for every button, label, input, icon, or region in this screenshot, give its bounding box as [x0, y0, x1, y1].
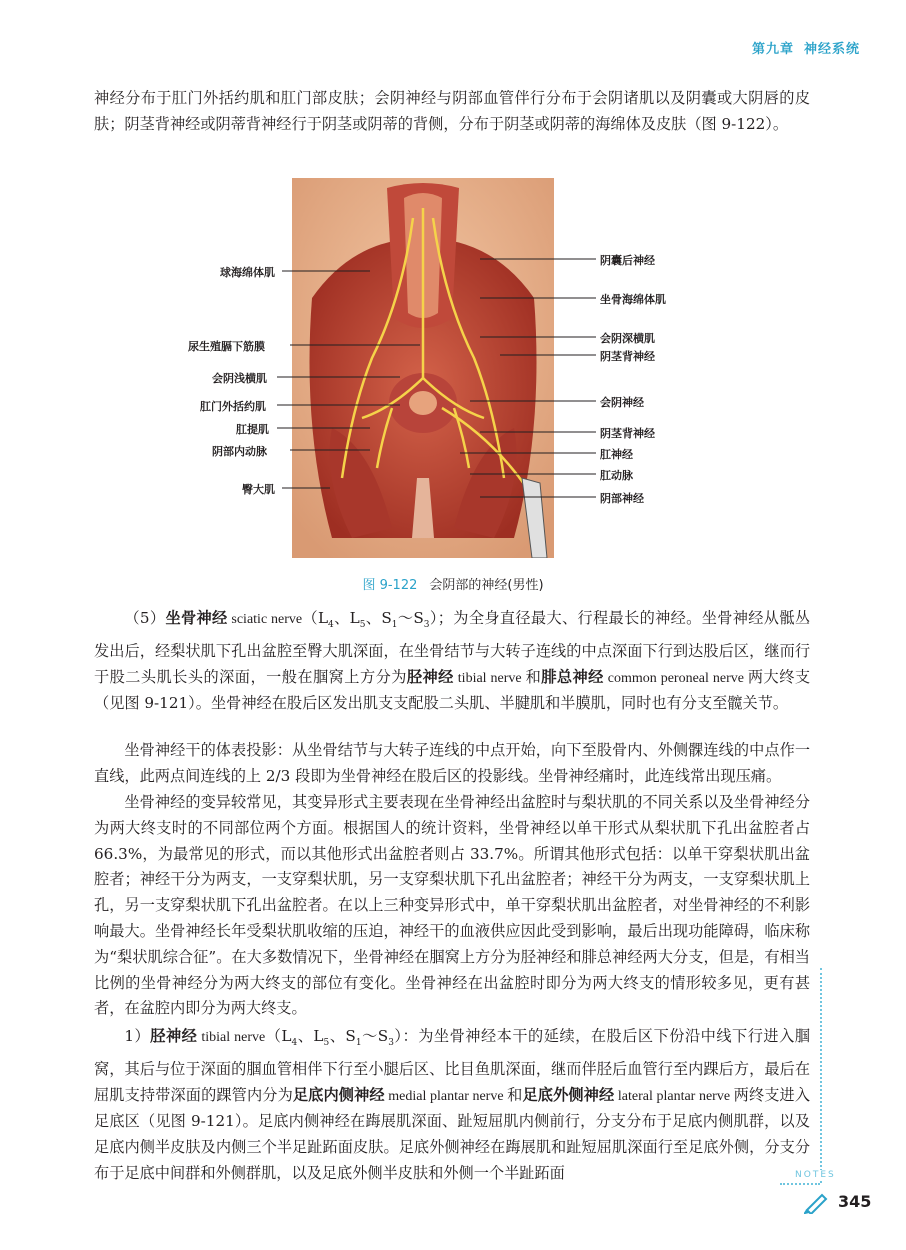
term-sciatic: 坐骨神经 [165, 609, 228, 627]
chapter-number: 第九章 [751, 42, 794, 57]
en-tibial: tibial nerve [453, 670, 526, 686]
label-pudendal-nerve: 阴部神经 [600, 492, 644, 505]
label-dorsal-penile-nerve-lower: 阴茎背神经 [600, 427, 655, 440]
item-number: （5） [124, 609, 166, 627]
term-medial-plantar: 足底内侧神经 [292, 1085, 385, 1104]
label-deep-transverse-perineal: 会阴深横肌 [600, 332, 655, 345]
label-perineal-nerve: 会阴神经 [600, 396, 644, 409]
chapter-title: 神经系统 [803, 42, 860, 57]
leader-lines [0, 0, 906, 600]
term-tibial-nerve: 胫神经 [150, 1027, 198, 1045]
label-superficial-transverse-perineal: 会阴浅横肌 [212, 372, 267, 385]
notes-margin-line [820, 968, 822, 1183]
text-tibial-2: 两终支进入足底区（见图 9-121）。足底内侧神经在踇展肌深面、趾短屈肌内侧前行，分支分布于足底内侧肌群，以及足底内侧半皮肤及内侧三个半足趾跖面皮肤。足底外侧神经在踇展肌和趾短屈肌深面行至足底外侧，分支分布于足底中间群和外侧群肌，以及足底外侧半皮肤和外侧一个半趾跖面 [94, 1085, 811, 1183]
tibial-nerve-paragraph: 1）胫神经 tibial $nerve(L_4$、$L_5$、$S_1\sim S_3$）：为坐骨神经本干的延续，在股后区下份沿中线下行进入腘窝，其后与位于深面的腘血管相伴下行至小腿后区、比目鱼肌深面，继而伴胫后血管行至内踝后方，最后在屈肌支持带深面的踝管内分为足底内侧神经 medial plantar nerve 和足底外侧神经 lateral plantar nerve 两终支进入足底区（见图 9-121）。足底内侧神经在踇展肌深面、趾短屈肌内侧前行，分支分布于足底内侧肌群，以及足底内侧半皮肤及内侧三个半足趾跖面皮肤。足底外侧神经在踇展肌和趾短屈肌深面行至足底外侧，分支分布于足底中间群和外侧群肌，以及足底外侧半皮肤和外侧一个半趾跖面 [94, 1027, 811, 1183]
label-inferior-fascia-urogenital-diaphragm: 尿生殖膈下筋膜 [188, 340, 265, 353]
label-levator-ani: 肛提肌 [236, 423, 269, 436]
label-ischiocavernosus: 坐骨海绵体肌 [600, 293, 666, 306]
text-and: 和 [525, 667, 542, 686]
label-external-anal-sphincter: 肛门外括约肌 [200, 400, 266, 413]
label-bulbospongiosus: 球海绵体肌 [220, 266, 275, 279]
text-sciatic-2: 两大终支（见图 9-121）。坐骨神经在股后区发出肌支支配股二头肌、半腱肌和半膜肌，同时也有分支至髋关节。 [94, 667, 811, 713]
notes-label: NOTES [795, 1170, 836, 1180]
en-medial-plantar: medial plantar nerve [384, 1088, 508, 1104]
sciatic-nerve-paragraph: （5）坐骨神经 sciatic $nerve(L_4$、$L_5$、$S_1\sim S_3$）；为全身直径最大、行程最长的神经。坐骨神经从骶丛发出后，经梨状肌下孔出盆腔至臀大肌深面，在坐骨结节与大转子连线的中点深面下行到达股后区，继而行于股二头肌长头的深面，一般在腘窝上方分为胫神经 tibial nerve 和腓总神经 common peroneal nerve 两大终支（见图 9-121）。坐骨神经在股后区发出肌支支配股二头肌、半腱肌和半膜肌，同时也有分支至髋关节。 [94, 609, 811, 713]
text-tibial-1: ：为坐骨神经本干的延续，在股后区下份沿中线下行进入腘窝，其后与位于深面的腘血管相伴下行至小腿后区、比目鱼肌深面，继而伴胫后血管行至内踝后方，最后在屈肌支持带深面的踝管内分为 [94, 1027, 810, 1104]
page-number: 345 [838, 1192, 872, 1211]
text-sciatic-1: ；为全身直径最大、行程最长的神经。坐骨神经从骶丛发出后，经梨状肌下孔出盆腔至臀大肌深面，在坐骨结节与大转子连线的中点深面下行到达股后区，继而行于股二头肌长头的深面，一般在腘窝上方分为 [94, 609, 811, 686]
notes-bottom-line [780, 1183, 820, 1185]
pen-icon [804, 1190, 830, 1214]
term-tibial: 胫神经 [406, 667, 454, 686]
label-dorsal-penile-nerve-upper: 阴茎背神经 [600, 350, 655, 363]
item-number: 1） [124, 1027, 151, 1045]
label-internal-pudendal-artery: 阴部内动脉 [212, 445, 267, 458]
term-common-peroneal: 腓总神经 [541, 667, 604, 686]
top-paragraph: 神经分布于肛门外括约肌和肛门部皮肤；会阴神经与阴部血管伴行分布于会阴诸肌以及阴囊或大阴唇的皮肤；阴茎背神经或阴蒂背神经行于阴茎或阴蒂的背侧，分布于阴茎或阴蒂的海绵体及皮肤（图 9-122）。 [94, 89, 810, 133]
en-common-peroneal: common peroneal nerve [603, 670, 748, 686]
figure-title: 会阴部的神经(男性) [429, 578, 544, 593]
projection-paragraph: 坐骨神经干的体表投影：从坐骨结节与大转子连线的中点开始，向下至股骨内、外侧髁连线的中点作一直线，此两点间连线的上 2/3 段即为坐骨神经在股后区的投影线。坐骨神经痛时，此连线常出现压痛。 [94, 741, 810, 785]
label-gluteus-maximus: 臀大肌 [242, 483, 275, 496]
label-posterior-scrotal-nerve: 阴囊后神经 [600, 254, 655, 267]
label-anal-nerve: 肛神经 [600, 448, 633, 461]
text-and-2: 和 [507, 1085, 523, 1104]
figure-number: 图 9-122 [362, 578, 418, 593]
label-anal-artery: 肛动脉 [600, 469, 633, 482]
en-sciatic: sciatic nerve [227, 612, 303, 627]
term-lateral-plantar: 足底外侧神经 [522, 1085, 615, 1104]
en-lateral-plantar: lateral plantar nerve [614, 1088, 734, 1104]
figure-caption [0, 574, 906, 593]
variation-paragraph: 坐骨神经的变异较常见，其变异形式主要表现在坐骨神经出盆腔时与梨状肌的不同关系以及坐骨神经分为两大终支时的不同部位两个方面。根据国人的统计资料，坐骨神经以单干形式从梨状肌下孔出盆腔者占 66.3%，为最常见的形式，而以其他形式出盆腔者则占 33.7%。所谓其他形式包括：以单干穿梨状肌出盆腔者；神经干分为两支，一支穿梨状肌，另一支穿梨状肌下孔出盆腔者；神经干分为两支，一支穿梨状肌上孔，另一支穿梨状肌下孔出盆腔者。在以上三种变异形式中，单干穿梨状肌出盆腔者，对坐骨神经的不利影响最大。坐骨神经长年受梨状肌收缩的压迫，神经干的血液供应因此受到影响，最后出现功能障碍，临床称为“梨状肌综合征”。在大多数情况下，坐骨神经在腘窝上方分为胫神经和腓总神经两大分支，但是，有相当比例的坐骨神经分为两大终支的部位有变化。坐骨神经在出盆腔时即分为两大终支的情形较多见，更有甚者，在盆腔内即分为两大终支。 [94, 793, 810, 1018]
en-tibial-nerve: tibial nerve [197, 1030, 266, 1045]
